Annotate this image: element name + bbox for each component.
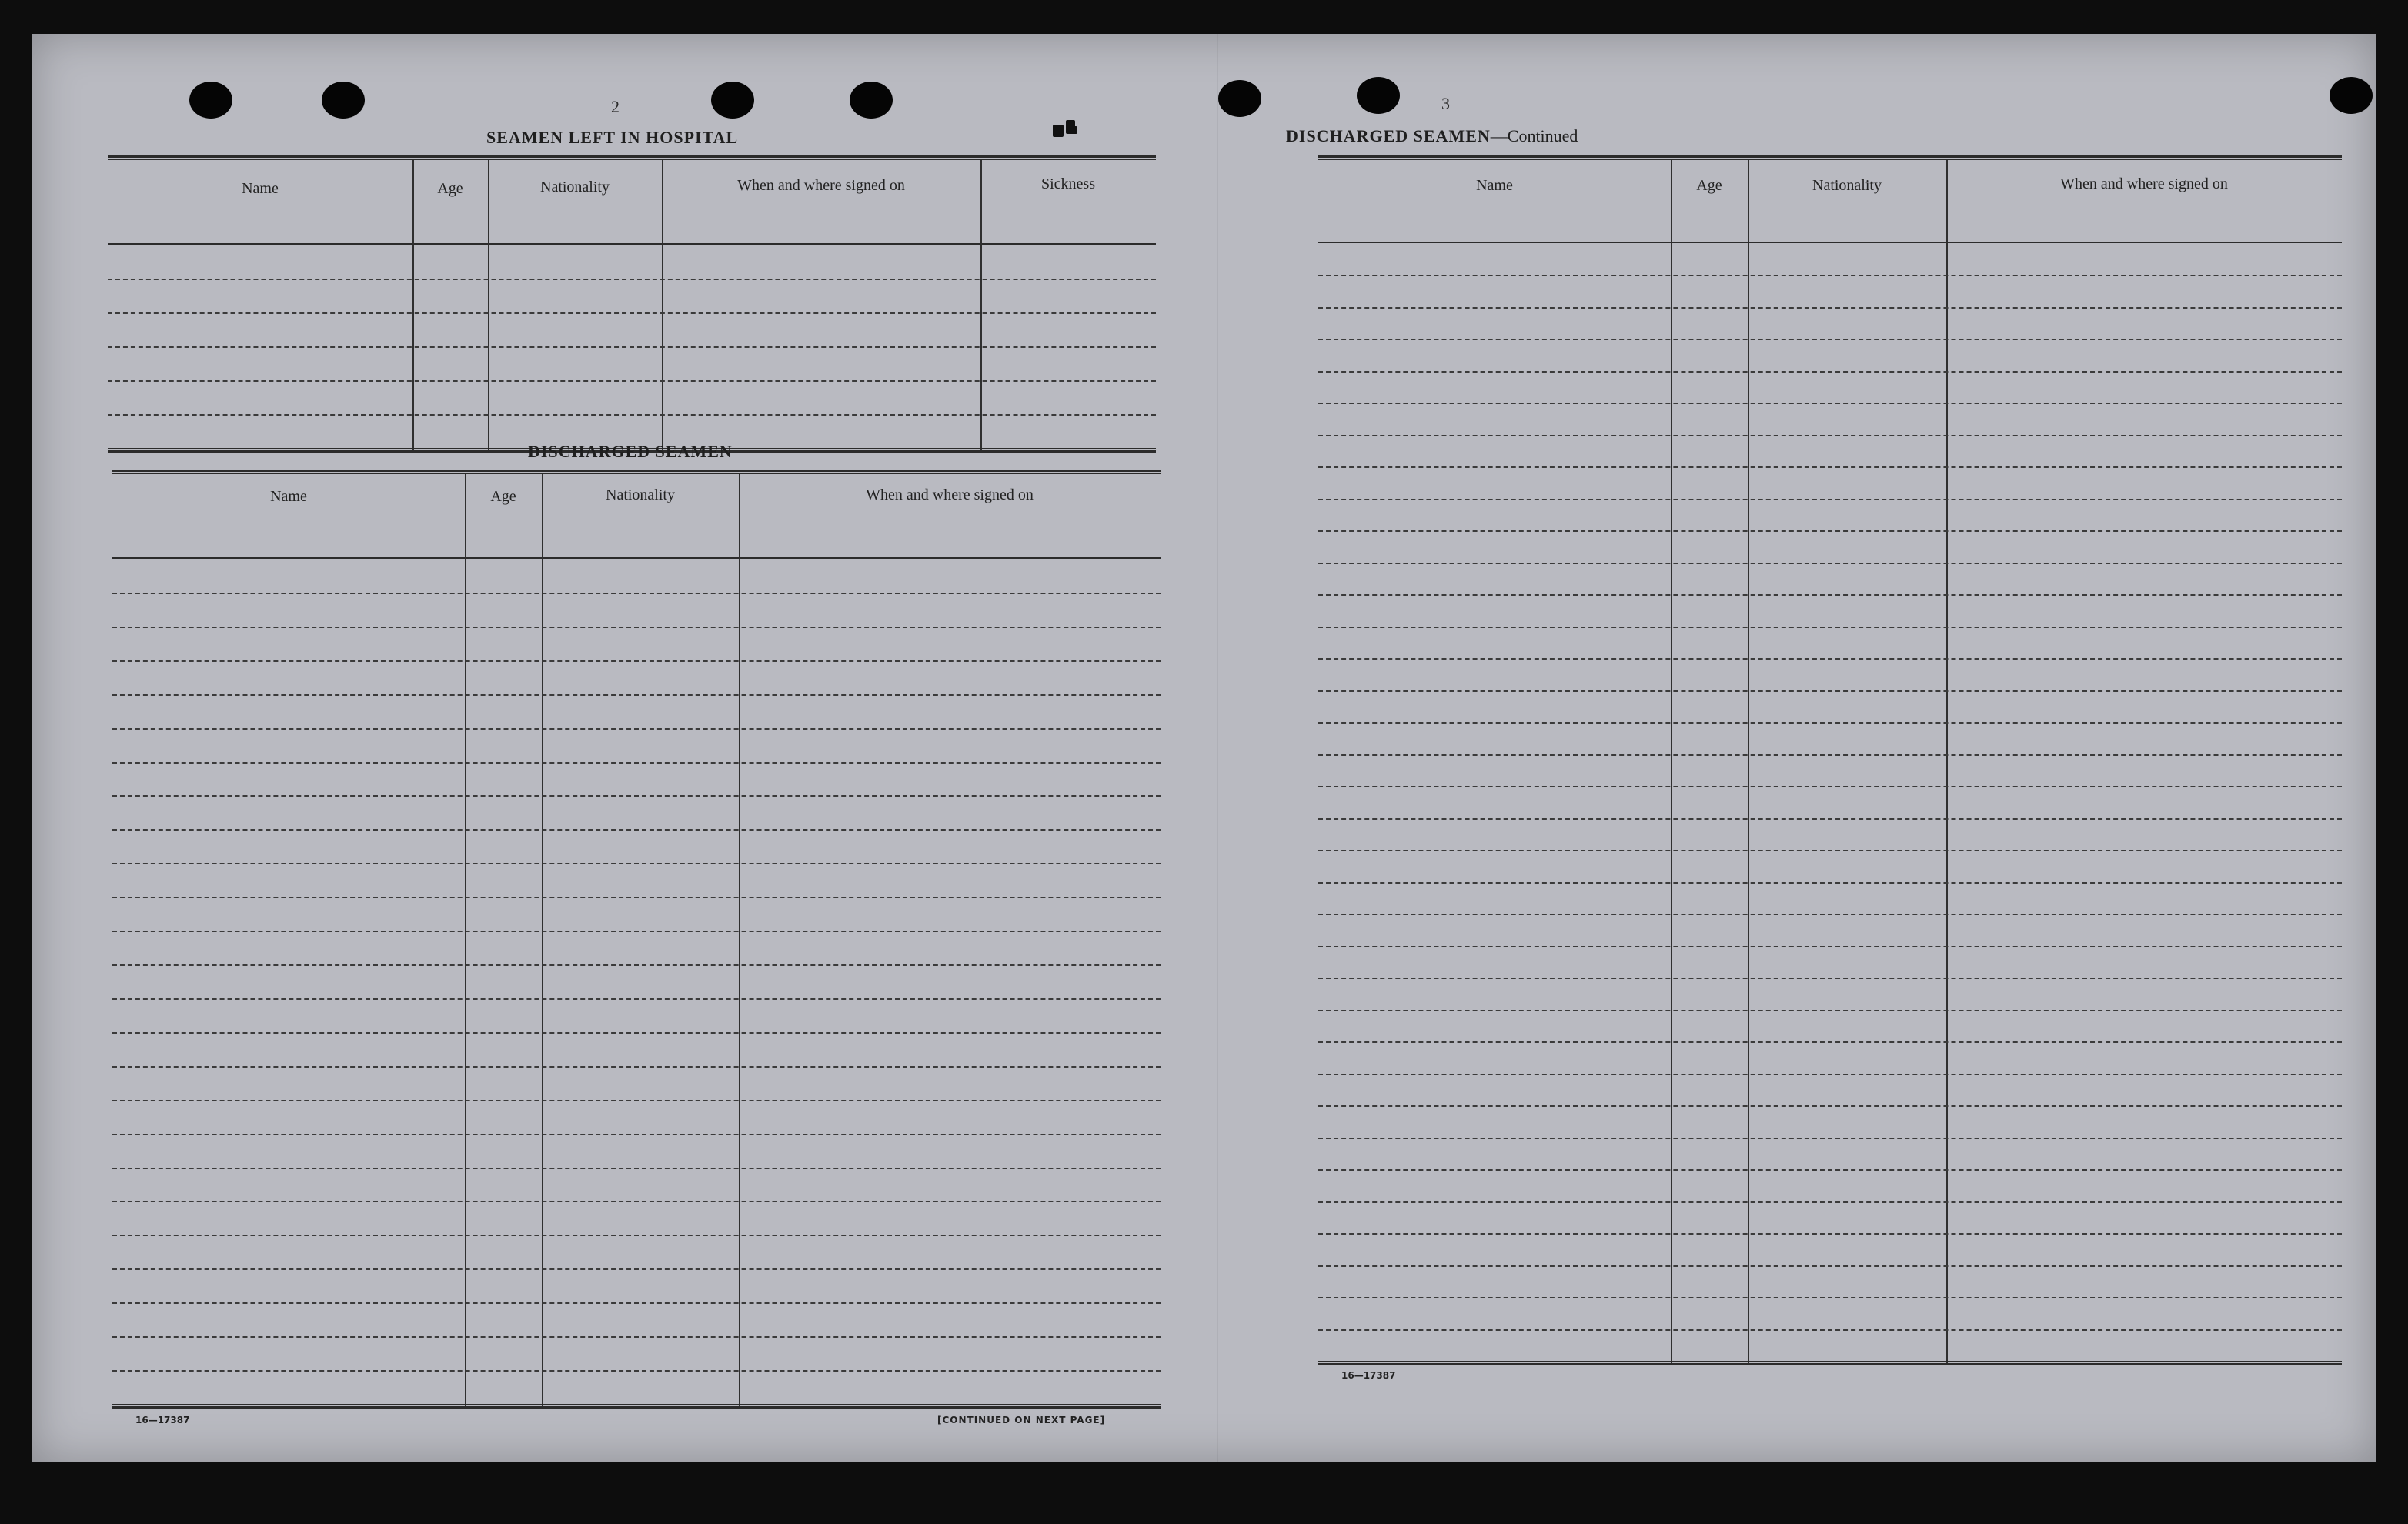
- table-row: [112, 627, 1161, 628]
- table-row: [112, 795, 1161, 797]
- table-row: [1318, 1265, 2342, 1267]
- table-row: [112, 660, 1161, 662]
- discharged-continued-title: [1286, 126, 1578, 146]
- column-header-nationality: Nationality: [606, 486, 675, 503]
- table-row: [1318, 1233, 2342, 1235]
- column-header-age: Age: [437, 180, 463, 197]
- column-divider: [412, 160, 414, 453]
- table-row: [1318, 978, 2342, 979]
- ink-speck: [1053, 125, 1064, 137]
- table-row: [1318, 1201, 2342, 1203]
- column-divider: [1946, 160, 1948, 1364]
- table-row: [1318, 1138, 2342, 1139]
- table-row: [112, 1201, 1161, 1202]
- punch-hole: [850, 82, 893, 119]
- continued-note: [CONTINUED ON NEXT PAGE]: [937, 1415, 1106, 1425]
- hospital-section-title: SEAMEN LEFT IN HOSPITAL: [486, 128, 739, 147]
- table-row: [1318, 882, 2342, 884]
- table-row: [112, 931, 1161, 932]
- punch-hole: [1357, 77, 1400, 114]
- table-row: [1318, 1329, 2342, 1331]
- table-row: [1318, 499, 2342, 500]
- table-row: [112, 964, 1161, 966]
- scanned-document: [32, 34, 2376, 1462]
- table-row: [1318, 818, 2342, 820]
- table-row: [1318, 946, 2342, 947]
- table-row: [1318, 275, 2342, 276]
- punch-hole: [2330, 77, 2373, 114]
- discharged-ledger: [112, 470, 1161, 1416]
- column-header-nationality: Nationality: [540, 179, 610, 196]
- column-divider: [1671, 160, 1672, 1364]
- table-row: [112, 728, 1161, 730]
- table-row: [1318, 690, 2342, 692]
- table-row: [1318, 594, 2342, 596]
- table-row: [1318, 1074, 2342, 1075]
- form-number: 16—17387: [1341, 1370, 1396, 1381]
- top-rule: [112, 470, 1161, 474]
- table-row: [108, 414, 1156, 416]
- table-row: [112, 1168, 1161, 1169]
- punch-hole: [711, 82, 754, 119]
- table-row: [1318, 1297, 2342, 1298]
- table-row: [1318, 1105, 2342, 1107]
- column-header-signed-on: When and where signed on: [866, 486, 1034, 503]
- table-row: [1318, 1010, 2342, 1011]
- header-rule: [112, 557, 1161, 559]
- table-row: [112, 1032, 1161, 1034]
- right-page: [1217, 34, 2376, 1462]
- table-row: [1318, 914, 2342, 915]
- hospital-ledger: [108, 155, 1156, 456]
- column-header-age: Age: [1696, 177, 1722, 194]
- table-row: [1318, 307, 2342, 309]
- table-row: [112, 1100, 1161, 1101]
- ink-speck: [1066, 120, 1075, 134]
- table-row: [112, 593, 1161, 594]
- table-row: [112, 998, 1161, 1000]
- column-header-name: Name: [1476, 177, 1513, 194]
- table-row: [112, 1336, 1161, 1338]
- table-row: [1318, 403, 2342, 404]
- table-row: [108, 312, 1156, 314]
- table-row: [112, 1134, 1161, 1135]
- title-suffix: —Continued: [1490, 126, 1578, 145]
- table-row: [1318, 563, 2342, 564]
- discharged-continued-ledger: [1318, 155, 2342, 1402]
- table-row: [1318, 371, 2342, 373]
- column-divider: [980, 160, 982, 453]
- column-header-name: Name: [242, 180, 279, 197]
- page-number: 2: [611, 97, 620, 116]
- table-row: [1318, 435, 2342, 436]
- column-header-signed-on: When and where signed on: [2060, 175, 2228, 192]
- table-row: [112, 694, 1161, 696]
- table-row: [112, 1370, 1161, 1372]
- column-divider: [662, 160, 663, 453]
- table-row: [112, 762, 1161, 764]
- table-row: [1318, 530, 2342, 532]
- punch-hole: [189, 82, 232, 119]
- table-row: [108, 380, 1156, 382]
- table-row: [112, 1235, 1161, 1236]
- table-row: [1318, 466, 2342, 468]
- table-row: [1318, 658, 2342, 660]
- header-rule: [1318, 242, 2342, 243]
- form-number: 16—17387: [135, 1415, 190, 1425]
- title-text: DISCHARGED SEAMEN: [1286, 126, 1491, 145]
- bottom-rule: [1318, 1361, 2342, 1365]
- table-row: [1318, 1041, 2342, 1043]
- top-rule: [108, 155, 1156, 160]
- column-header-signed-on: When and where signed on: [737, 177, 905, 194]
- table-row: [108, 346, 1156, 348]
- column-divider: [488, 160, 489, 453]
- punch-hole: [322, 82, 365, 119]
- table-row: [1318, 754, 2342, 756]
- table-row: [1318, 627, 2342, 628]
- table-row: [112, 1066, 1161, 1068]
- column-header-sickness: Sickness: [1041, 175, 1095, 192]
- page-number: 3: [1441, 94, 1450, 113]
- discharged-section-title: DISCHARGED SEAMEN: [528, 442, 733, 461]
- header-rule: [108, 243, 1156, 245]
- column-header-name: Name: [270, 488, 307, 505]
- table-row: [112, 897, 1161, 898]
- column-header-age: Age: [490, 488, 516, 505]
- table-row: [1318, 786, 2342, 787]
- table-row: [1318, 722, 2342, 724]
- table-row: [112, 1268, 1161, 1270]
- table-row: [108, 279, 1156, 280]
- table-row: [1318, 339, 2342, 340]
- table-row: [112, 863, 1161, 864]
- left-page: [32, 34, 1217, 1462]
- table-row: [112, 829, 1161, 831]
- column-divider: [1748, 160, 1749, 1364]
- column-header-nationality: Nationality: [1812, 177, 1882, 194]
- table-row: [112, 1302, 1161, 1304]
- top-rule: [1318, 155, 2342, 160]
- table-row: [1318, 850, 2342, 851]
- bottom-rule: [112, 1404, 1161, 1409]
- punch-hole: [1218, 80, 1261, 117]
- table-row: [1318, 1169, 2342, 1171]
